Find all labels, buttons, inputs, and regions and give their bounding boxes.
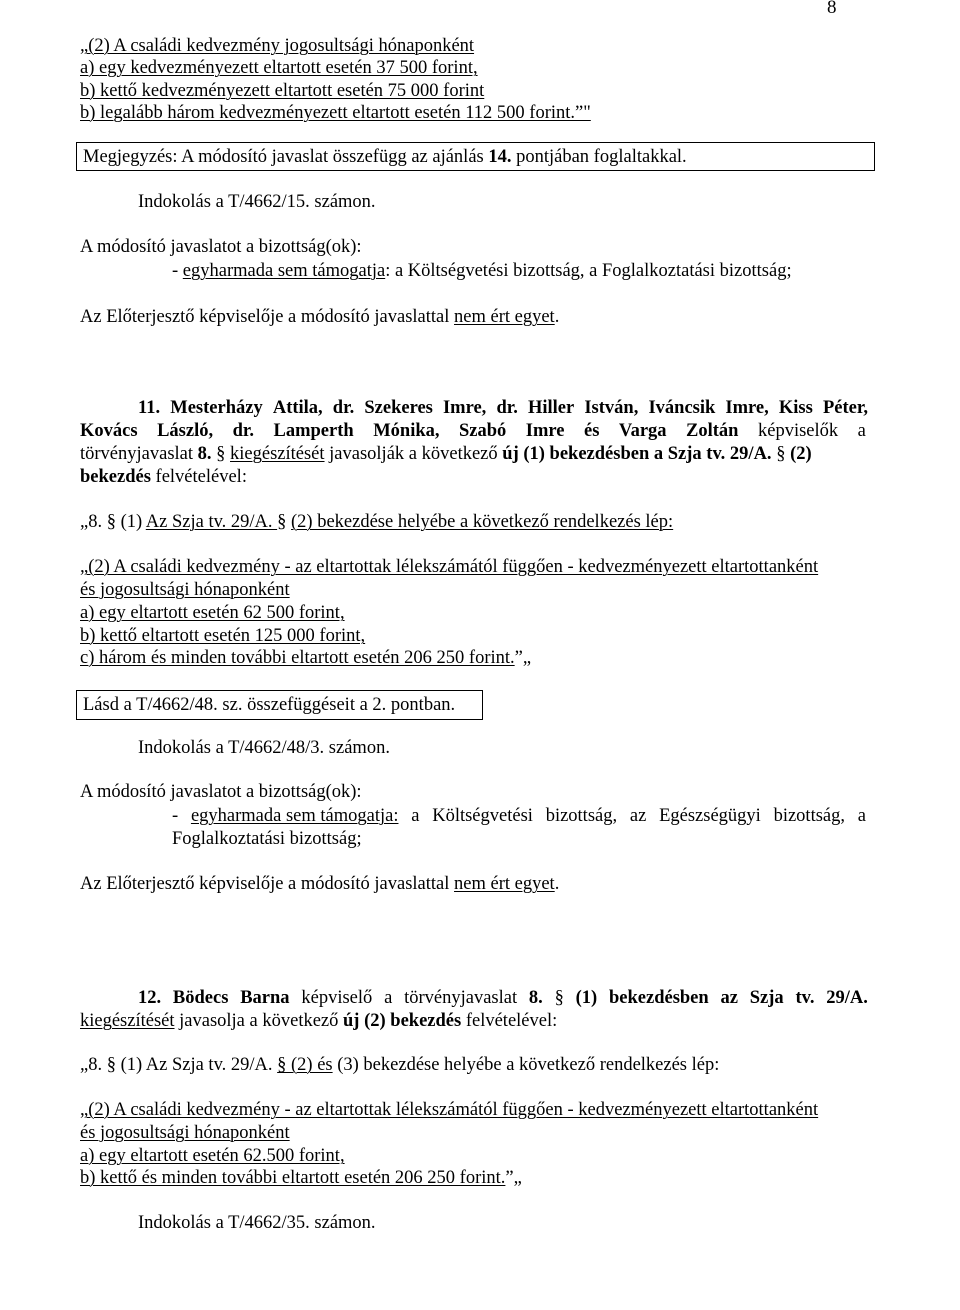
word: az [629, 806, 647, 826]
word: Péter, [822, 398, 868, 418]
item11-quote [80, 511, 673, 533]
item11-text-l1: „(2) A családi kedvezmény - az eltartottak lélekszámától függően - kedvezményezett eltartottanként [80, 557, 819, 577]
item11-text-l2: és jogosultsági hónaponként [80, 580, 290, 600]
item11-l3-c: § [216, 444, 231, 464]
committee-verdict-1: egyharmada sem támogatja [182, 261, 386, 281]
quote-line-4: b) legalább három kedvezményezett eltartott esetén 112 500 forint.”" [80, 103, 591, 123]
word: Imre, [442, 398, 487, 418]
item11-line1-words [138, 397, 868, 419]
word: (1) [575, 988, 598, 1008]
item12-text-l4-tail: ”„ [505, 1168, 522, 1188]
item11-presenter [80, 873, 559, 895]
item12-l2-c: új (2) bekezdés [343, 1011, 462, 1031]
word: képviselő [301, 988, 373, 1008]
word: Bödecs [172, 988, 229, 1008]
presenter-1 [80, 306, 559, 328]
presenter-1-pre: Az Előterjesztő képviselője a módosító javaslattal [80, 307, 455, 327]
item12-text-l1: „(2) A családi kedvezmény - az eltartottak lélekszámától függően - kedvezményezett eltartottanként [80, 1100, 819, 1120]
item11-l3-f: új (1) bekezdésben a Szja tv. 29/A. [502, 444, 777, 464]
word: Szja [749, 988, 784, 1008]
word: Imre [525, 421, 565, 441]
item11-l3-h: (2) [790, 444, 812, 464]
word: Zoltán [686, 421, 739, 441]
committee-rest-1: : a Költségvetési bizottság, a Foglalkoztatási bizottság; [385, 261, 792, 281]
item11-presenter-verdict: nem ért egyet [454, 874, 555, 894]
word: Szabó [459, 421, 507, 441]
word: tv. [795, 988, 815, 1008]
word: Egészségügyi [659, 806, 761, 826]
item11-committee-line2: Foglalkoztatási bizottság; [172, 829, 362, 849]
item11-l4-b: felvételével: [150, 467, 247, 487]
item11-text-l3: a) egy eltartott esetén 62 500 forint, [80, 603, 345, 623]
word: bizottság, [545, 806, 618, 826]
word: dr. [332, 398, 355, 418]
word: Iváncsik [648, 398, 716, 418]
committee-intro-1: A módosító javaslatot a bizottság(ok): [80, 237, 362, 257]
word: István, [584, 398, 639, 418]
item12-reason: Indokolás a T/4662/35. számon. [138, 1213, 376, 1233]
presenter-1-post: . [554, 307, 560, 327]
word: Mesterházy [170, 398, 263, 418]
word: Imre, [725, 398, 769, 418]
item12-quote-c: (3) bekezdése helyébe a következő rendelkezés lép: [332, 1055, 720, 1075]
item11-committee-intro: A módosító javaslatot a bizottság(ok): [80, 782, 362, 802]
item11-line3 [80, 443, 812, 465]
word: a [384, 988, 393, 1008]
word: a [411, 806, 420, 826]
item11-presenter-post: . [554, 874, 560, 894]
item11-committee-line1 [172, 805, 866, 827]
word: 12. [138, 988, 162, 1008]
word: 8. [528, 988, 543, 1008]
item12-l2-d: felvételével: [461, 1011, 558, 1031]
item11-quote-c: § [277, 512, 292, 532]
item11-line2-words [80, 420, 866, 442]
item12-line2 [80, 1010, 557, 1032]
item12-l2-a: kiegészítését [80, 1011, 175, 1031]
word: 29/A. [826, 988, 868, 1008]
item12-text-l4-main: b) kettő és minden további eltartott esetén 206 250 forint. [80, 1168, 506, 1188]
quote-line-2: a) egy kedvezményezett eltartott esetén 37 500 forint, [80, 58, 478, 78]
word: törvényjavaslat [404, 988, 518, 1008]
note-text-1-num: 14. [488, 147, 512, 167]
word: Hiller [528, 398, 575, 418]
word: a [857, 806, 866, 826]
word: dr. [232, 421, 255, 441]
word: bizottság, [773, 806, 845, 826]
item11-line4 [80, 466, 247, 488]
word: egyharmada sem támogatja: [190, 806, 399, 826]
item11-l3-a: törvényjavaslat [80, 444, 198, 464]
word: Varga [618, 421, 667, 441]
item11-text-l5-main: c) három és minden további eltartott esetén 206 250 forint. [80, 648, 515, 668]
quote-line-3: b) kettő kedvezményezett eltartott esetén 75 000 forint [80, 81, 485, 101]
word: a [857, 421, 866, 441]
item11-l3-b: 8. [197, 444, 217, 464]
word: az [720, 988, 738, 1008]
note-text-1-post: pontjában foglaltakkal. [511, 147, 687, 167]
item12-text-l2: és jogosultsági hónaponként [80, 1123, 290, 1143]
word: képviselők [757, 421, 839, 441]
item-number: 11. [138, 398, 161, 418]
item11-reason: Indokolás a T/4662/48/3. számon. [138, 738, 390, 758]
item12-quote-a: „8. § (1) Az Szja tv. 29/A. [80, 1055, 278, 1075]
word: Kovács [80, 421, 138, 441]
item11-l3-g: § [776, 444, 791, 464]
note-text-1 [83, 146, 687, 168]
word: dr. [496, 398, 518, 418]
reason-1: Indokolás a T/4662/15. számon. [138, 192, 376, 212]
word: László, [157, 421, 214, 441]
item11-l3-d: kiegészítését [230, 444, 325, 464]
item11-line2 [80, 420, 866, 442]
item12-quote [80, 1054, 719, 1076]
item11-l3-e: javasolják a következő [324, 444, 503, 464]
item12-text-l3: a) egy eltartott esetén 62.500 forint, [80, 1146, 345, 1166]
item11-line1 [138, 397, 868, 419]
word: Attila, [272, 398, 323, 418]
quote-line-1: „(2) A családi kedvezmény jogosultsági hónaponként [80, 36, 475, 56]
item11-l4-a: bekezdés [80, 467, 151, 487]
item11-note: Lásd a T/4662/48. sz. összefüggéseit a 2. pontban. [83, 695, 456, 715]
note-text-1-pre: Megjegyzés: A módosító javaslat összefügg az ajánlás [83, 147, 489, 167]
word: és [584, 421, 600, 441]
presenter-1-verdict: nem ért egyet [454, 307, 555, 327]
committee-dash-1: - [172, 261, 183, 281]
word: Lamperth [273, 421, 354, 441]
item12-quote-b: § (2) és [277, 1055, 333, 1075]
item12-l2-b: javasolja a következő [174, 1011, 344, 1031]
item11-quote-d: (2) bekezdése helyébe a következő rendelkezés lép: [291, 512, 674, 532]
item12-line1-words [138, 987, 868, 1009]
word: - [172, 806, 179, 826]
item11-text-l5-tail: ”„ [514, 648, 532, 668]
item11-presenter-pre: Az Előterjesztő képviselője a módosító javaslattal [80, 874, 455, 894]
word: Barna [240, 988, 290, 1008]
item11-text-l4: b) kettő eltartott esetén 125 000 forint, [80, 626, 366, 646]
word: bekezdésben [608, 988, 709, 1008]
word: Kiss [778, 398, 813, 418]
item12-line1 [138, 987, 868, 1009]
item12-text-l4 [80, 1167, 522, 1189]
word: Mónika, [373, 421, 440, 441]
item11-quote-b: Az Szja tv. 29/A. [145, 512, 278, 532]
page-number: 8 [827, 0, 837, 18]
item11-committee-line1-words [172, 805, 866, 827]
item11-quote-a: „8. § (1) [80, 512, 146, 532]
word: Költségvetési [432, 806, 533, 826]
word: § [554, 988, 564, 1008]
word: Szekeres [364, 398, 433, 418]
item11-text-l5 [80, 647, 531, 669]
committee-line-1 [172, 260, 792, 282]
